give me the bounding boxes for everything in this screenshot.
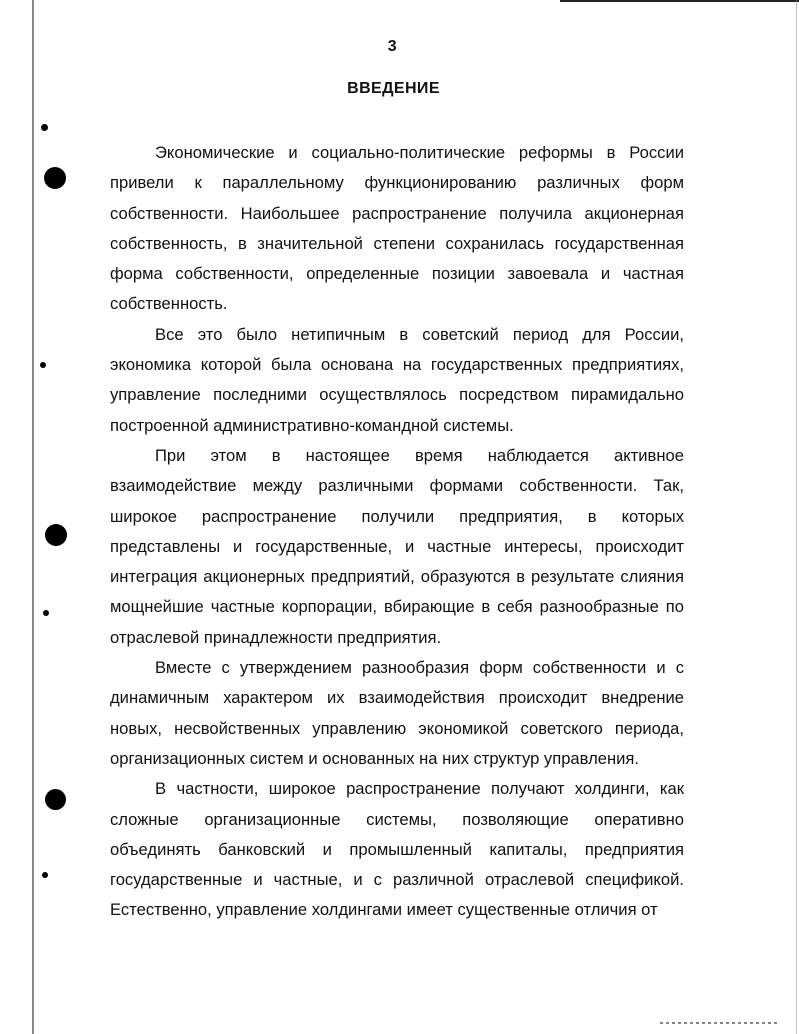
right-scan-edge bbox=[796, 0, 797, 1034]
punch-hole-large-1 bbox=[44, 167, 66, 189]
body-text bbox=[110, 138, 684, 926]
bottom-scan-noise bbox=[660, 1022, 780, 1024]
punch-hole-small-4 bbox=[42, 872, 48, 878]
page-number: 3 bbox=[387, 38, 398, 55]
punch-hole-small-3 bbox=[43, 610, 49, 616]
paragraph: Все это было нетипичным в советский период для России, экономика которой была основана на государственных предприятиях, управление последними осуществлялось посредством пирамидально построенной административно-командной системы. bbox=[110, 324, 684, 435]
top-scan-rule bbox=[560, 0, 799, 2]
paragraph: При этом в настоящее время наблюдается активное взаимодействие между различными формами собственности. Так, широкое распространение получили предприятия, в которых представлены и государственные, и частные интересы, происходит интеграция акционерных предприятий, образуются в результате слияния мощнейшие частные корпорации, вбирающие в себя разнообразные по отраслевой принадлежности предприятия. bbox=[110, 445, 684, 647]
paragraph: В частности, широкое распространение получают холдинги, как сложные организационные системы, позволяющие оперативно объединять банковский и промышленный капиталы, предприятия государственные и частные, и с различной отраслевой спецификой. Естественно, управление холдингами имеет существенные отличия от bbox=[110, 779, 684, 920]
punch-hole-small-2 bbox=[40, 362, 46, 368]
left-binding-edge bbox=[32, 0, 34, 1034]
paragraph: Экономические и социально-политические реформы в России привели к параллельному функционированию различных форм собственности. Наибольшее распространение получила акционерная собственность, в значительной степени сохранилась государственная форма собственности, определенные позиции завоевала и частная собственность. bbox=[110, 143, 684, 314]
page-title: ВВЕДЕНИЕ bbox=[347, 80, 440, 97]
punch-hole-small-1 bbox=[41, 124, 48, 131]
punch-hole-large-3 bbox=[45, 789, 66, 810]
punch-hole-large-2 bbox=[45, 524, 67, 546]
paragraph: Вместе с утверждением разнообразия форм собственности и с динамичным характером их взаимодействия происходит внедрение новых, несвойственных управлению экономикой советского периода, организационных систем и основанных на них структур управления. bbox=[110, 658, 684, 768]
